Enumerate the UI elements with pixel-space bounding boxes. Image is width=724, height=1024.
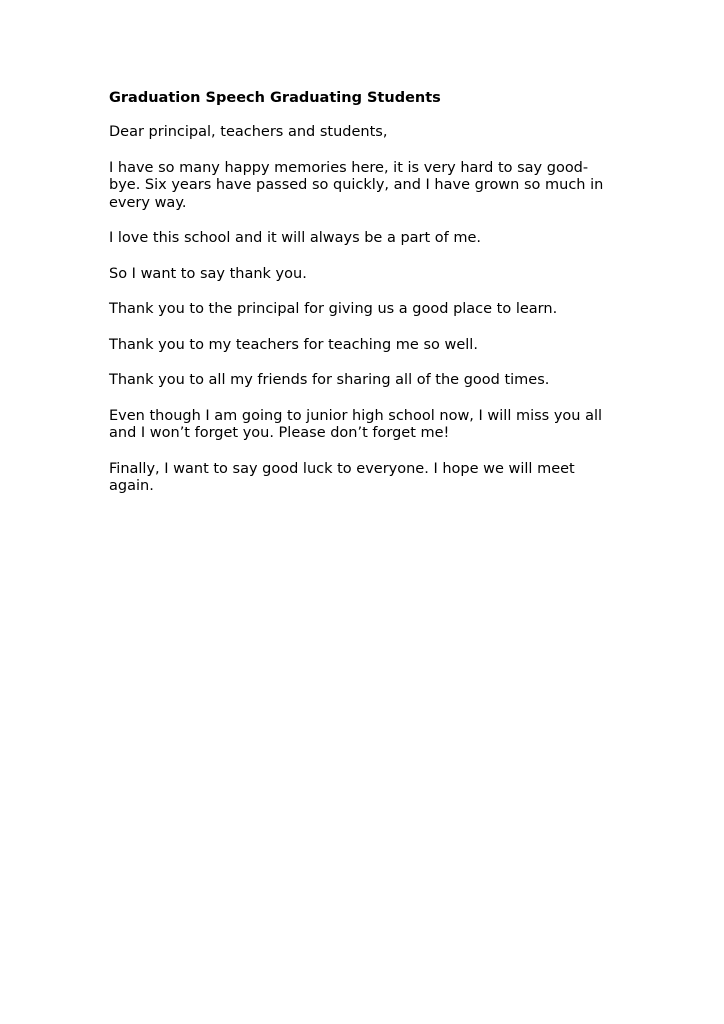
paragraph-junior-high: Even though I am going to junior high school now, I will miss you all and I won’t forget you. Please don’t forget me! — [109, 407, 603, 441]
document-body — [109, 89, 619, 514]
paragraph-thank-teachers: Thank you to my teachers for teaching me so well. — [109, 336, 478, 353]
paragraph-thank-you: So I want to say thank you. — [109, 265, 307, 282]
paragraph-greeting: Dear principal, teachers and students, — [109, 124, 388, 140]
document-title: Graduation Speech Graduating Students — [109, 90, 441, 106]
paragraph-love-school: I love this school and it will always be a part of me. — [109, 230, 482, 246]
paragraph-thank-principal: Thank you to the principal for giving us a good place to learn. — [109, 301, 558, 317]
paragraph-thank-friends: Thank you to all my friends for sharing all of the good times. — [109, 372, 550, 388]
paragraph-good-luck: Finally, I want to say good luck to everyone. I hope we will meet again. — [109, 460, 575, 494]
paragraph-memories: I have so many happy memories here, it is very hard to say good-bye. Six years have passed so quickly, and I have grown so much in every way. — [109, 159, 604, 211]
